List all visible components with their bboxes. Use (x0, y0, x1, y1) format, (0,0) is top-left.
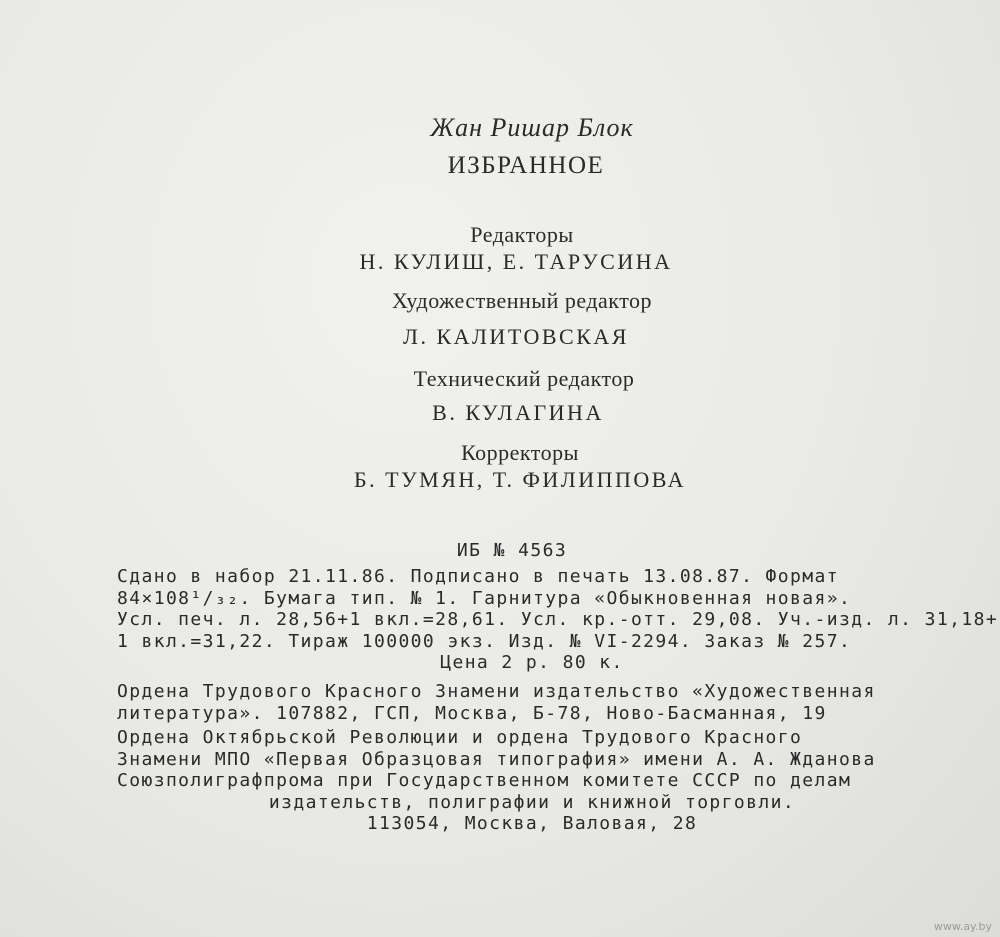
printer-line: Знамени МПО «Первая Образцовая типография» имени А. А. Жданова (117, 748, 876, 770)
editors-names: Н. КУЛИШ, Е. ТАРУСИНА (359, 249, 673, 274)
publisher-info (117, 681, 947, 724)
editors-label: Редакторы (470, 222, 574, 247)
proofreaders-label: Корректоры (461, 440, 579, 465)
price: Цена 2 р. 80 к. (440, 652, 624, 673)
art-editor-label: Художественный редактор (391, 288, 653, 313)
tech-editor-name: В. КУЛАГИНА (432, 400, 604, 425)
site-watermark: www.ay.by (933, 920, 992, 933)
print-details-line: Сдано в набор 21.11.86. Подписано в печать 13.08.87. Формат (117, 566, 839, 587)
publisher-line: литература». 107882, ГСП, Москва, Б-78, Ново-Басманная, 19 (117, 702, 827, 724)
print-details-line: Усл. печ. л. 28,56+1 вкл.=28,61. Усл. кр.-отт. 29,08. Уч.-изд. л. 31,18+ (117, 609, 999, 630)
art-editor-name: Л. КАЛИТОВСКАЯ (403, 324, 629, 349)
tech-editor-label: Технический редактор (413, 366, 635, 391)
book-title: ИЗБРАННОЕ (447, 152, 605, 179)
print-details-line: 84×108¹/₃₂. Бумага тип. № 1. Гарнитура «Обыкновенная новая». (117, 587, 852, 609)
printer-address: 113054, Москва, Валовая, 28 (366, 813, 698, 834)
printer-info (117, 727, 947, 835)
print-details-line: 1 вкл.=31,22. Тираж 100000 экз. Изд. № VI-2294. Заказ № 257. (117, 630, 852, 652)
proofreaders-names: Б. ТУМЯН, Т. ФИЛИППОВА (354, 467, 686, 492)
author-name: Жан Ришар Блок (430, 113, 634, 142)
ib-number: ИБ № 4563 (456, 540, 568, 561)
print-details (117, 566, 999, 674)
publisher-line: Ордена Трудового Красного Знамени издательство «Художественная (117, 681, 876, 702)
printer-line: Ордена Октябрьской Революции и ордена Трудового Красного (117, 727, 803, 748)
printer-line: издательств, полиграфии и книжной торговли. (268, 791, 796, 813)
printer-line: Союзполиграфпрома при Государственном комитете СССР по делам (117, 770, 852, 791)
